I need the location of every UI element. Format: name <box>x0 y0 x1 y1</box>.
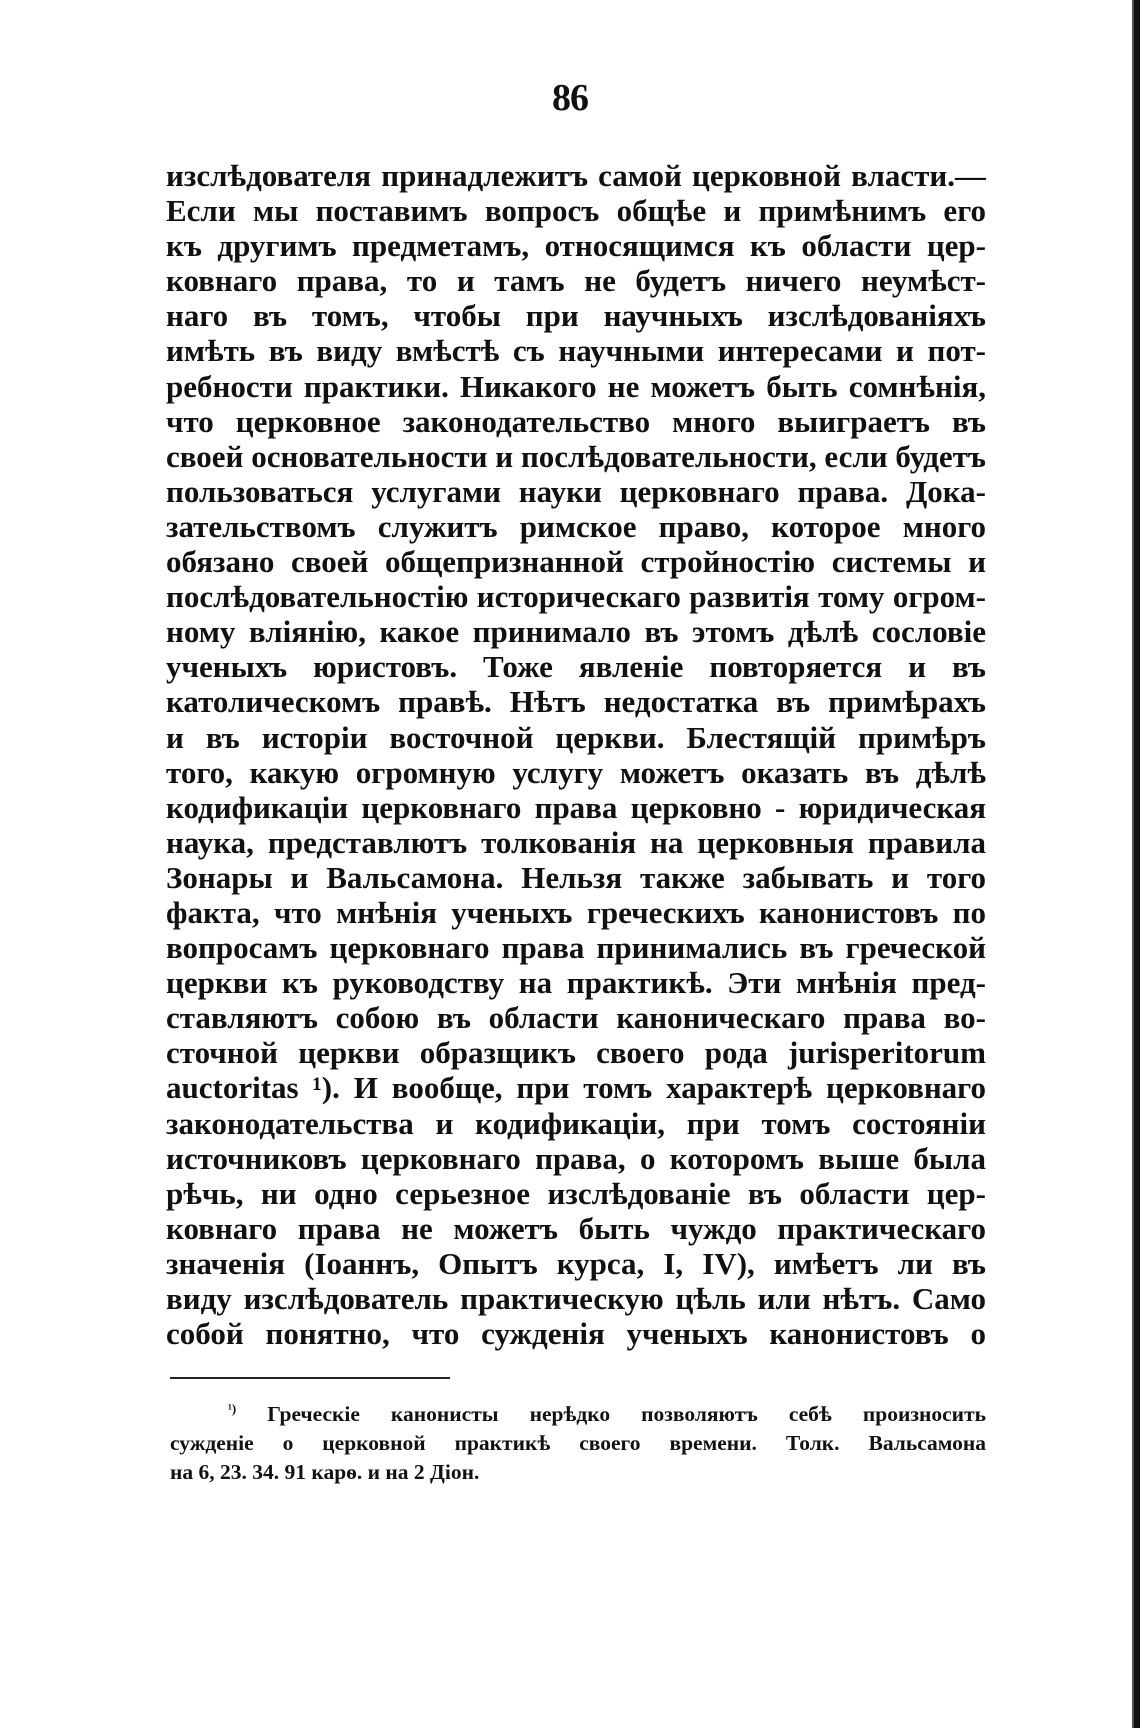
text-line: сточной церкви образщикъ своего рода jurisperitorum <box>166 1035 986 1071</box>
footnote-divider <box>170 1377 450 1379</box>
main-text <box>166 158 986 1351</box>
text-line: изслѣдователя принадлежитъ самой церковной власти.— <box>166 158 986 193</box>
footnote-marker: ¹) <box>228 1401 237 1416</box>
text-line: обязано своей общепризнанной стройностію системы и <box>166 544 986 580</box>
text-line: зательствомъ служитъ римское право, которое много <box>166 508 986 544</box>
text-line: ному вліянію, какое принимало въ этомъ дѣлѣ сословіе <box>166 614 986 650</box>
text-line: вопросамъ церковнаго права принимались въ греческой <box>166 930 986 966</box>
footnote-line: на 6, 23. 34. 91 карѳ. и на 2 Діон. <box>170 1460 480 1484</box>
text-line: послѣдовательностію историческаго развитія тому огром- <box>166 579 986 615</box>
text-line: ученыхъ юристовъ. Тоже явленіе повторяется и въ <box>166 649 986 685</box>
footnote-line-first <box>170 1400 986 1429</box>
footnote-line: сужденіе о церковной практикѣ своего времени. Толк. Вальсамона <box>170 1431 986 1455</box>
text-line: ковнаго права, то и тамъ не будетъ ничего неумѣст- <box>166 263 986 299</box>
text-line: что церковное законодательство много выиграетъ въ <box>166 403 986 439</box>
text-line: наука, представлютъ толкованія на церковныя правила <box>166 824 986 860</box>
text-line: факта, что мнѣнія ученыхъ греческихъ канонистовъ по <box>166 894 986 930</box>
text-line: имѣть въ виду вмѣстѣ съ научными интересами и пот- <box>166 333 986 369</box>
text-line: значенія (Іоаннъ, Опытъ курса, І, IV), имѣетъ ли въ <box>166 1245 986 1281</box>
footnote <box>170 1400 986 1487</box>
text-line: ковнаго права не можетъ быть чуждо практическаго <box>166 1210 986 1246</box>
page-edge-line <box>1132 0 1134 1728</box>
text-line: кодификаціи церковнаго права церковно - юридическая <box>166 789 986 825</box>
text-line: церкви къ руководству на практикѣ. Эти мнѣнія пред- <box>166 965 986 1001</box>
text-line: ребности практики. Никакого не можетъ быть сомнѣнія, <box>166 368 986 404</box>
text-line: источниковъ церковнаго права, о которомъ выше была <box>166 1140 986 1176</box>
text-line: католическомъ правѣ. Нѣтъ недостатка въ примѣрахъ <box>166 684 986 720</box>
text-line: собой понятно, что сужденія ученыхъ канонистовъ о <box>166 1316 986 1352</box>
page-edge-shadow <box>1134 0 1140 1728</box>
text-line: къ другимъ предметамъ, относящимся къ области цер- <box>166 228 986 264</box>
text-line: того, какую огромную услугу можетъ оказать въ дѣлѣ <box>166 754 986 790</box>
text-line: рѣчь, ни одно серьезное изслѣдованіе въ области цер- <box>166 1175 986 1211</box>
text-line: Зонары и Вальсамона. Нельзя также забывать и того <box>166 859 986 895</box>
text-line: законодательства и кодификаціи, при томъ состояніи <box>166 1105 986 1141</box>
text-line: и въ исторіи восточной церкви. Блестящій примѣръ <box>166 719 986 755</box>
text-line: виду изслѣдователь практическую цѣль или нѣтъ. Само <box>166 1281 986 1316</box>
footnote-text: Греческіе канонисты нерѣдко позволяютъ себѣ произносить <box>267 1402 986 1426</box>
text-line: Если мы поставимъ вопросъ общѣе и примѣнимъ его <box>166 193 986 229</box>
text-line: ставляютъ собою въ области каноническаго права во- <box>166 1000 986 1036</box>
text-line: своей основательности и послѣдовательности, если будетъ <box>166 438 986 474</box>
text-line: auctoritas ¹). И вообще, при томъ характерѣ церковнаго <box>166 1070 986 1106</box>
page-number: 86 <box>552 77 588 119</box>
text-line: пользоваться услугами науки церковнаго права. Дока- <box>166 473 986 509</box>
text-line: наго въ томъ, чтобы при научныхъ изслѣдованіяхъ <box>166 298 986 334</box>
